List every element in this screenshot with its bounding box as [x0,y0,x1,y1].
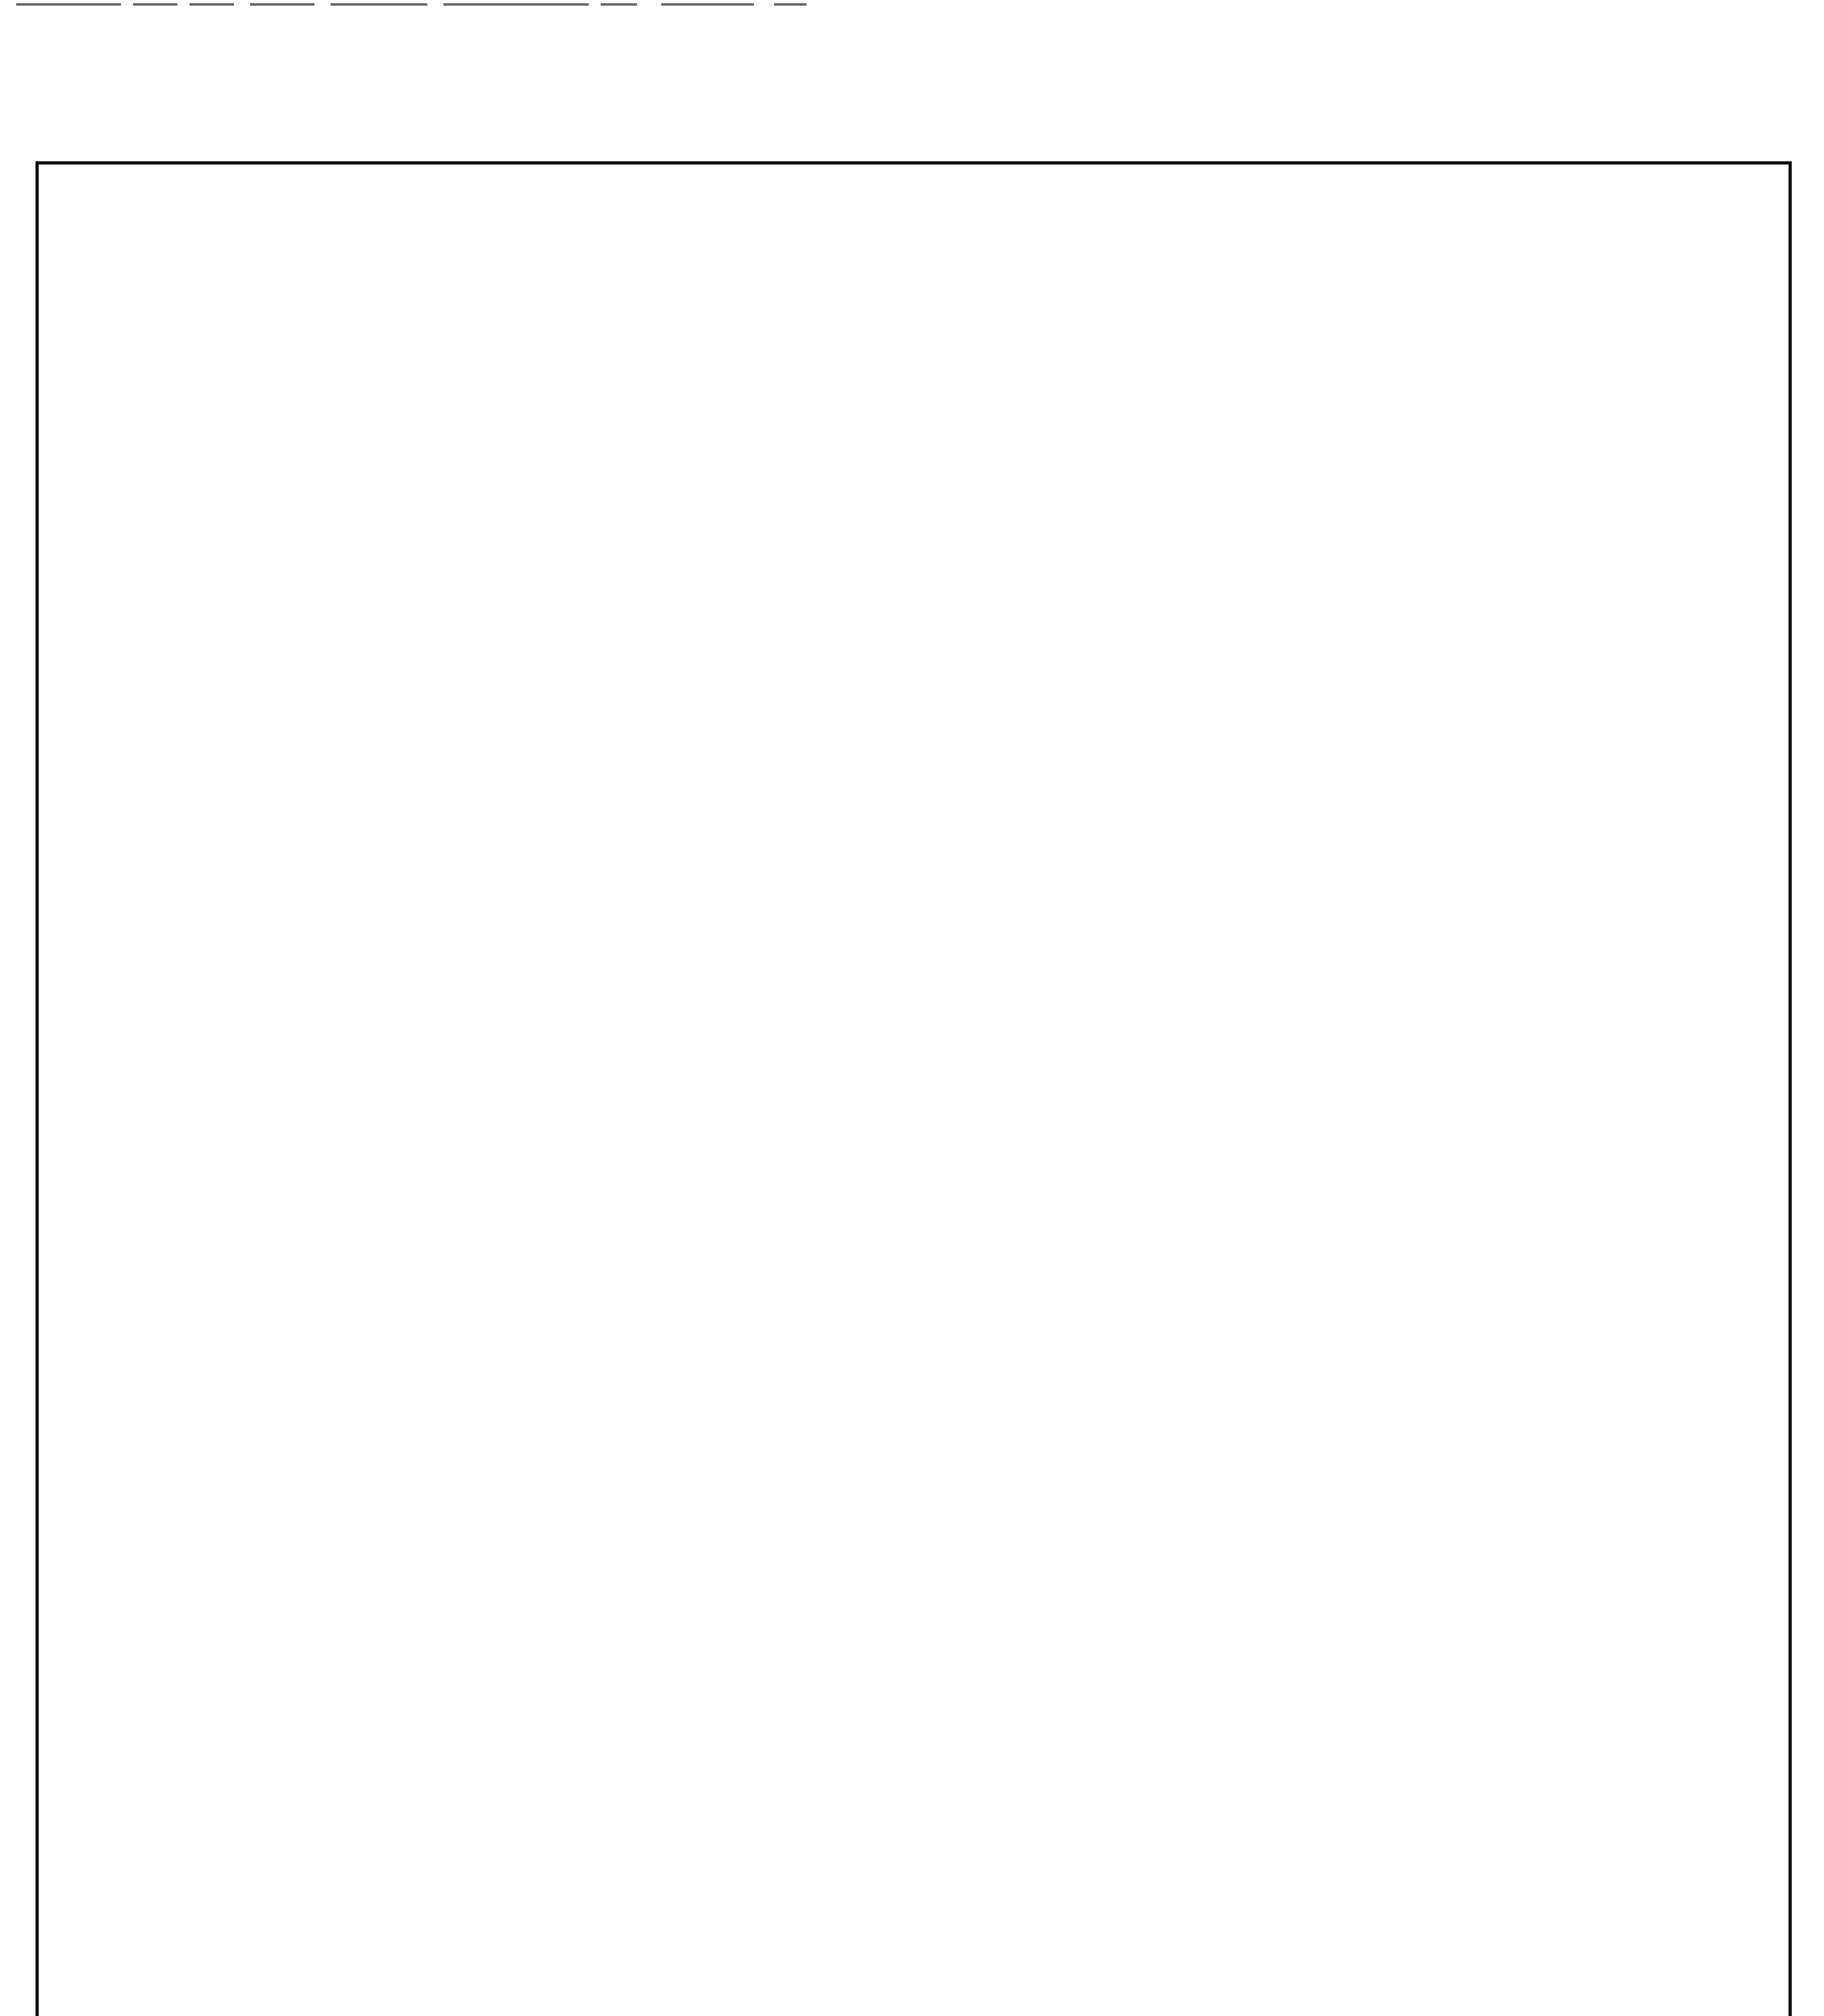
top-rule [0,3,1824,11]
report-table [35,161,1792,2016]
